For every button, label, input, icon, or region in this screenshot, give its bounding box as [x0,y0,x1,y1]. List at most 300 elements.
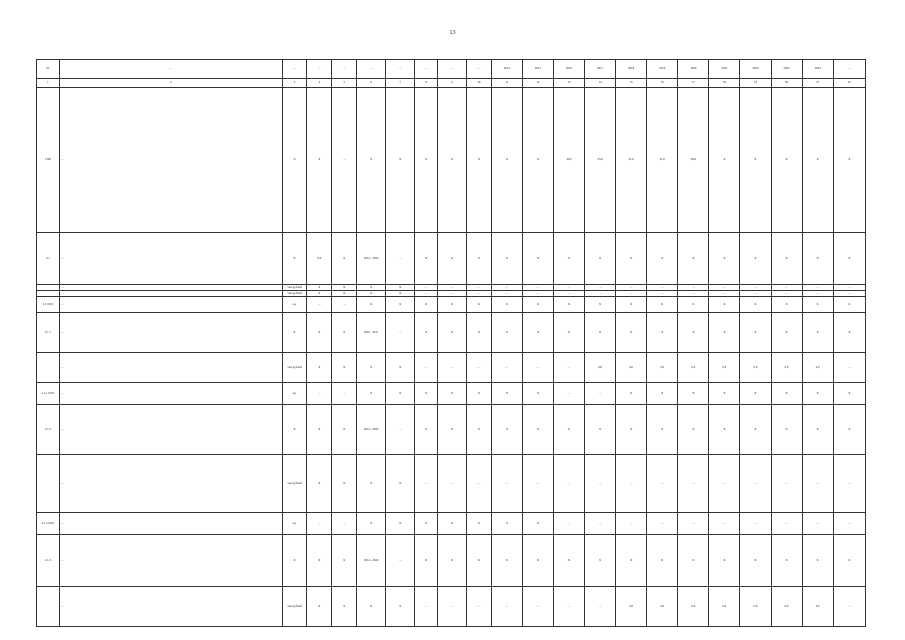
row-year-value: X [740,233,771,285]
header-year: 2019 [647,60,678,79]
row-year-value: … [771,513,802,535]
row-target: X [437,313,466,353]
row-kind: … [466,353,491,383]
row-year-value: X [740,313,771,353]
row-year-value: … [585,587,616,627]
row-year-value: … [709,291,740,297]
program-table [36,59,866,627]
row-target: X [437,88,466,233]
row-year-value: X [616,405,647,455]
header-year: 2017 [585,60,616,79]
col-number: 14 [585,79,616,88]
table-row [37,535,866,587]
row-year-value: 0,0 [647,587,678,627]
header-coef: … [307,60,332,79]
row-target: … [437,285,466,291]
row-year-value: X [709,405,740,455]
row-unit: X [386,513,415,535]
row-year-value: … [678,291,709,297]
row-year-value: X [522,513,553,535]
row-total: X [833,233,865,285]
header-year: 2015 [522,60,553,79]
row-rate: X [332,587,357,627]
row-year-value: … [585,291,616,297]
row-description: … [59,353,282,383]
row-description: … [59,405,282,455]
row-year-value: X [647,405,678,455]
row-rate: … [332,297,357,313]
row-rate: X [332,405,357,455]
row-chapter: X [415,513,438,535]
row-year-value: X [522,535,553,587]
row-year-value: X [647,297,678,313]
row-total: X [833,383,865,405]
header-period: … [357,60,386,79]
row-year-value: X [678,233,709,285]
header-year: 2022 [740,60,771,79]
row-responsible: ед. [282,513,307,535]
row-year-value: X [771,297,802,313]
row-period: 2014 - 2024 [357,233,386,285]
row-year-value: … [647,285,678,291]
row-year-value: … [740,285,771,291]
col-number: 21 [802,79,833,88]
row-coefficient: X [307,285,332,291]
row-unit: … [386,405,415,455]
row-year-value: … [491,587,522,627]
row-year-value: … [740,513,771,535]
row-year-value: 0,0 [802,353,833,383]
header-row [37,60,866,79]
row-year-value: 0,0 [771,353,802,383]
row-chapter: … [415,291,438,297]
header-year: 2023 [771,60,802,79]
row-responsible: X [282,405,307,455]
col-number: 7 [386,79,415,88]
row-year-value: X [802,383,833,405]
row-description: … [59,233,282,285]
row-year-value: X [553,297,584,313]
row-year-value: X [585,313,616,353]
row-year-value: … [553,455,584,513]
row-year-value: X [740,535,771,587]
row-year-value: X [491,405,522,455]
row-year-value: X [678,405,709,455]
col-number: 12 [522,79,553,88]
row-year-value: 30,0 [553,88,584,233]
row-year-value: … [802,455,833,513]
table-row [37,233,866,285]
row-chapter: … [415,353,438,383]
row-year-value: … [802,291,833,297]
row-kind: X [466,88,491,233]
row-coefficient: X [307,353,332,383]
row-total: … [833,587,865,627]
row-year-value: 0,0 [709,353,740,383]
row-year-value: … [647,455,678,513]
col-number: 2 [59,79,282,88]
row-period: 2014 - 2024 [357,535,386,587]
row-period: X [357,353,386,383]
row-year-value: … [491,353,522,383]
row-year-value: 0,0 [771,587,802,627]
row-year-value: 25,0 [585,88,616,233]
row-rate: X [332,535,357,587]
row-total: X [833,405,865,455]
row-number: 2.1.3 [37,535,60,587]
row-year-value: X [740,383,771,405]
row-kind: X [466,297,491,313]
table-row [37,297,866,313]
header-rate: … [332,60,357,79]
row-description: … [59,285,282,291]
row-kind: … [466,587,491,627]
row-year-value: … [522,455,553,513]
row-year-value: … [553,353,584,383]
row-target: X [437,405,466,455]
row-year-value: … [553,383,584,405]
row-year-value: … [709,285,740,291]
row-responsible: X [282,535,307,587]
row-year-value: 0,0 [678,353,709,383]
row-year-value: … [585,455,616,513]
row-kind: X [466,233,491,285]
row-year-value: X [740,297,771,313]
row-year-value: … [522,587,553,627]
row-rate: X [332,233,357,285]
row-description: … [59,455,282,513]
row-total: … [833,291,865,297]
row-coefficient: X [307,313,332,353]
row-responsible: X [282,313,307,353]
col-number: 5 [332,79,357,88]
row-target: X [437,297,466,313]
header-year: 2014 [491,60,522,79]
row-period: 2014 - 2024 [357,405,386,455]
header-chapter: … [437,60,466,79]
row-year-value: X [802,88,833,233]
row-year-value: X [585,297,616,313]
row-year-value: X [678,535,709,587]
row-chapter: X [415,88,438,233]
row-number: 2.1.1 [37,313,60,353]
row-year-value: … [491,285,522,291]
row-year-value: X [802,297,833,313]
row-year-value: … [553,513,584,535]
row-number: 2.1.2 0101 [37,513,60,535]
row-year-value: X [771,313,802,353]
row-year-value: … [585,383,616,405]
row-year-value: X [771,383,802,405]
row-unit: X [386,383,415,405]
row-year-value: X [740,405,771,455]
row-total: X [833,535,865,587]
col-number: 1 [37,79,60,88]
row-year-value: X [678,313,709,353]
row-year-value: 0,0 [678,587,709,627]
row-period: X [357,383,386,405]
row-year-value: … [616,291,647,297]
row-coefficient: X [307,405,332,455]
col-number: 6 [357,79,386,88]
row-description: … [59,383,282,405]
row-year-value: X [709,313,740,353]
row-year-value: X [491,313,522,353]
row-year-value: X [553,405,584,455]
row-year-value: X [709,233,740,285]
col-number: 9 [437,79,466,88]
row-rate: X [332,313,357,353]
row-year-value: … [522,285,553,291]
row-period: X [357,88,386,233]
row-year-value: X [678,383,709,405]
row-year-value: X [616,535,647,587]
col-number: 13 [553,79,584,88]
row-year-value: X [585,405,616,455]
row-coefficient: X [307,88,332,233]
row-period: 2016 - 2017 [357,313,386,353]
table-row [37,405,866,455]
row-year-value: X [647,233,678,285]
table-row [37,513,866,535]
row-rate: … [332,88,357,233]
row-year-value: … [647,513,678,535]
row-unit: X [386,285,415,291]
row-year-value: X [802,313,833,353]
row-unit: X [386,297,415,313]
header-year: 2024 [802,60,833,79]
header-unit: … [386,60,415,79]
col-number: 19 [740,79,771,88]
row-target: … [437,587,466,627]
row-total: X [833,313,865,353]
row-year-value: X [491,233,522,285]
row-year-value: X [491,535,522,587]
row-coefficient: X [307,587,332,627]
row-year-value: 31,0 [616,88,647,233]
table-row [37,313,866,353]
row-kind: … [466,291,491,297]
row-year-value: … [771,285,802,291]
row-chapter: X [415,405,438,455]
column-number-row [37,79,866,88]
col-number: 17 [678,79,709,88]
row-year-value: … [647,291,678,297]
row-rate: X [332,353,357,383]
row-year-value: X [522,88,553,233]
row-year-value: … [740,455,771,513]
row-year-value: X [491,383,522,405]
row-year-value: X [802,233,833,285]
table-row [37,88,866,233]
row-year-value: 31,0 [647,88,678,233]
row-coefficient: X [307,535,332,587]
row-year-value: X [709,383,740,405]
row-unit: X [386,587,415,627]
row-description: … [59,587,282,627]
row-year-value: X [709,297,740,313]
row-chapter: … [415,455,438,513]
row-number [37,455,60,513]
row-description: … [59,291,282,297]
row-coefficient: … [307,513,332,535]
row-year-value: X [491,297,522,313]
row-year-value: X [553,535,584,587]
row-period: X [357,291,386,297]
col-number: 15 [616,79,647,88]
row-year-value: X [553,233,584,285]
row-period: X [357,587,386,627]
col-number: 8 [415,79,438,88]
row-target: X [437,535,466,587]
row-description: … [59,513,282,535]
row-year-value: X [771,88,802,233]
row-year-value: X [522,297,553,313]
header-year: 2016 [553,60,584,79]
header-budget: … [415,60,438,79]
row-target: … [437,353,466,383]
row-year-value: 0,0 [616,353,647,383]
row-year-value: X [522,313,553,353]
row-kind: … [466,285,491,291]
row-year-value: X [678,297,709,313]
row-year-value: … [616,285,647,291]
row-year-value: … [585,513,616,535]
row-year-value: X [740,88,771,233]
row-year-value: 0,0 [616,587,647,627]
row-unit: X [386,353,415,383]
row-rate: … [332,383,357,405]
table-row [37,383,866,405]
row-chapter: … [415,587,438,627]
row-year-value: X [491,88,522,233]
row-year-value: … [553,587,584,627]
row-year-value: X [802,405,833,455]
row-period: X [357,297,386,313]
header-no: № [37,60,60,79]
row-year-value: X [771,535,802,587]
row-number [37,353,60,383]
row-responsible: ед. [282,297,307,313]
row-chapter: X [415,297,438,313]
row-year-value: X [709,88,740,233]
row-chapter: X [415,383,438,405]
col-number: 4 [307,79,332,88]
row-total: … [833,285,865,291]
row-responsible: тыс.рублей [282,455,307,513]
row-year-value: 0,0 [709,587,740,627]
row-total: … [833,353,865,383]
row-year-value: … [553,285,584,291]
row-year-value: 0,0 [585,353,616,383]
row-description: … [59,297,282,313]
row-responsible: % [282,88,307,233]
col-number: 10 [466,79,491,88]
row-number: 2.1 [37,233,60,285]
row-year-value: … [616,513,647,535]
row-year-value: X [647,313,678,353]
row-year-value: X [553,313,584,353]
row-description: … [59,535,282,587]
row-target: … [437,291,466,297]
page-number: 13 [449,30,456,36]
row-coefficient: X [307,291,332,297]
row-number: 1300 [37,88,60,233]
row-unit: X [386,88,415,233]
row-unit: X [386,455,415,513]
row-rate: … [332,513,357,535]
row-year-value: X [709,535,740,587]
row-target: X [437,233,466,285]
row-year-value: X [802,535,833,587]
header-total: … [833,60,865,79]
row-year-value: 0,0 [802,587,833,627]
header-kind: … [466,60,491,79]
row-year-value: X [522,233,553,285]
row-number [37,587,60,627]
col-number: 22 [833,79,865,88]
row-number: 2.1 0101 [37,297,60,313]
row-period: X [357,285,386,291]
col-number: 20 [771,79,802,88]
row-year-value: … [802,285,833,291]
row-kind: X [466,405,491,455]
row-year-value: … [771,291,802,297]
row-year-value: … [491,455,522,513]
row-year-value: … [522,291,553,297]
row-year-value: X [616,313,647,353]
row-year-value: … [616,455,647,513]
row-year-value: … [491,291,522,297]
row-year-value: X [616,383,647,405]
row-target: … [437,455,466,513]
row-unit: … [386,313,415,353]
row-year-value: … [771,455,802,513]
col-number: 16 [647,79,678,88]
row-kind: X [466,513,491,535]
row-total: … [833,513,865,535]
row-chapter: X [415,233,438,285]
row-year-value: 38,0 [678,88,709,233]
row-chapter: X [415,313,438,353]
row-responsible: тыс.рублей [282,291,307,297]
row-total: … [833,455,865,513]
row-total: X [833,297,865,313]
row-year-value: … [740,291,771,297]
col-number: 18 [709,79,740,88]
row-year-value: … [709,513,740,535]
row-description: … [59,313,282,353]
row-coefficient: … [307,297,332,313]
row-coefficient: 0,0 [307,233,332,285]
row-year-value: X [647,383,678,405]
row-year-value: X [771,233,802,285]
col-number: 11 [491,79,522,88]
row-kind: X [466,313,491,353]
header-year: 2020 [678,60,709,79]
row-total: X [833,88,865,233]
row-responsible: тыс.рублей [282,587,307,627]
row-coefficient: … [307,383,332,405]
row-coefficient: X [307,455,332,513]
row-rate: X [332,291,357,297]
row-chapter: … [415,285,438,291]
col-number: 3 [282,79,307,88]
table-row [37,353,866,383]
row-year-value: … [553,291,584,297]
row-year-value: … [678,455,709,513]
row-rate: X [332,285,357,291]
